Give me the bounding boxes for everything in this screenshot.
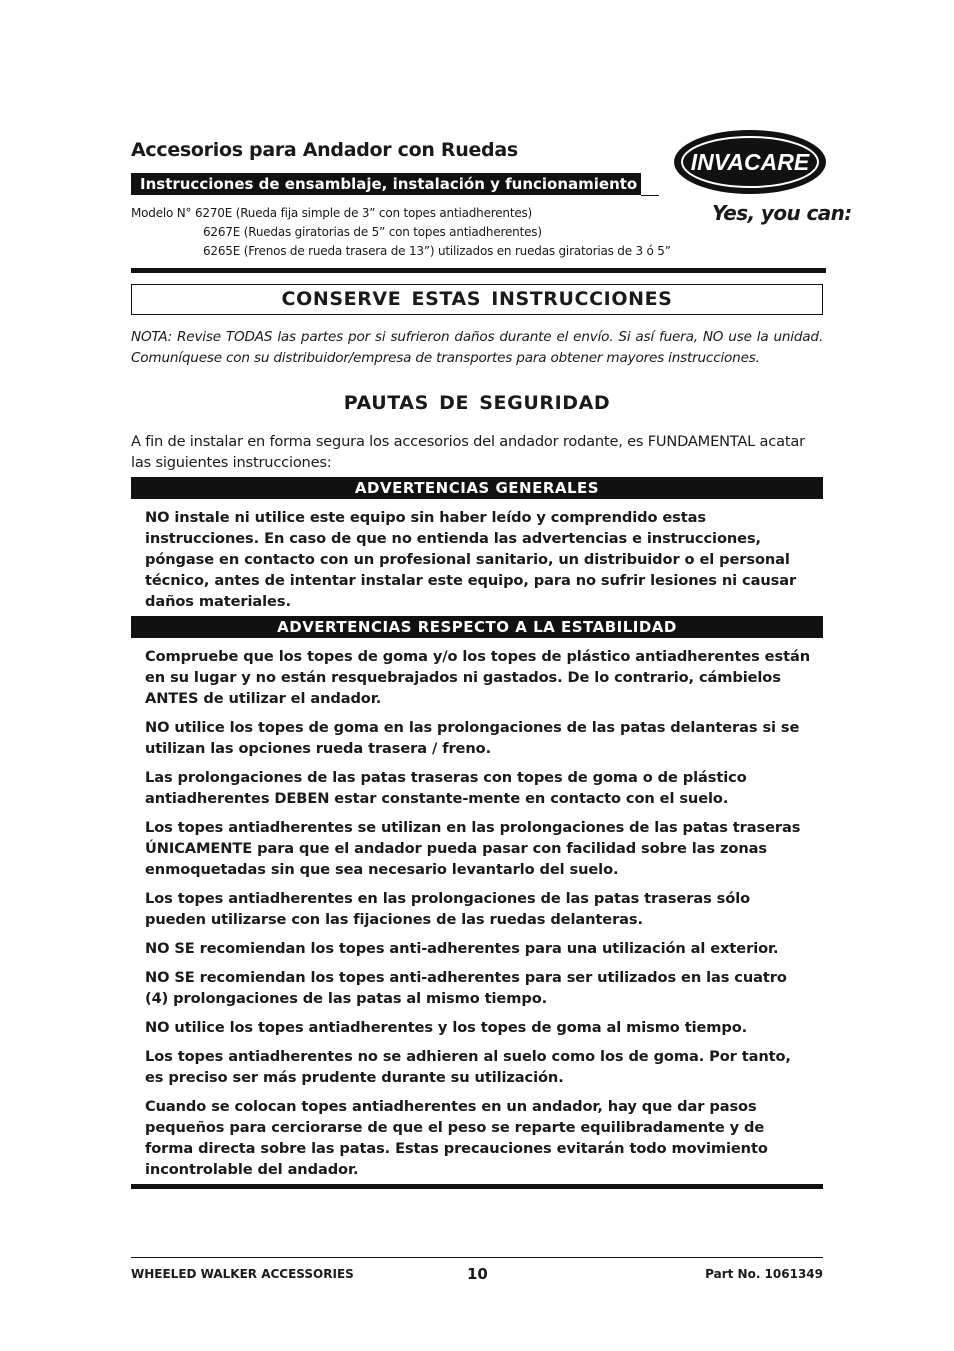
top-rule xyxy=(131,268,826,273)
model-line-2: 6267E (Ruedas giratorias de 5” con topes antiadherentes) xyxy=(203,225,542,239)
warning-item: NO SE recomiendan los topes anti-adherentes para una utilización al exterior. xyxy=(145,940,779,957)
safety-heading: PAUTAS DE SEGURIDAD xyxy=(343,392,611,414)
bottom-rule xyxy=(131,1184,823,1189)
logo-wordmark: INVACARE xyxy=(690,149,810,175)
page-number: 10 xyxy=(467,1265,488,1283)
warning-item: Los topes antiadherentes no se adhieren al suelo como los de goma. Por tanto, es preciso ser más prudente durante su utilización. xyxy=(145,1048,791,1086)
footer-rule xyxy=(131,1257,823,1258)
conserve-heading: CONSERVE ESTAS INSTRUCCIONES xyxy=(131,284,823,315)
warning-item: Los topes antiadherentes en las prolongaciones de las patas traseras sólo pueden utilizarse con las fijaciones de las ruedas delanteras. xyxy=(145,890,751,928)
note-paragraph: NOTA: Revise TODAS las partes por si sufrieron daños durante el envío. Si así fuera, NO use la unidad. Comuníquese con su distribuidor/empresa de transportes para obtener mayores instrucciones. xyxy=(131,329,823,366)
model-line-1: Modelo N° 6270E (Rueda fija simple de 3” con topes antiadherentes) xyxy=(131,206,533,220)
stability-warnings-heading: ADVERTENCIAS RESPECTO A LA ESTABILIDAD xyxy=(131,616,823,638)
document-title: Accesorios para Andador con Ruedas xyxy=(131,139,518,161)
footer-product-name: WHEELED WALKER ACCESSORIES xyxy=(131,1267,354,1281)
footer-part-number: Part No. 1061349 xyxy=(705,1267,823,1281)
warning-item: Las prolongaciones de las patas traseras con topes de goma o de plástico antiadherentes DEBEN estar constante-mente en contacto con el suelo. xyxy=(145,769,747,807)
general-warning-text: NO instale ni utilice este equipo sin haber leído y comprendido estas instrucciones. En caso de que no entienda las advertencias e instrucciones, póngase en contacto con un profesional sanitario, un distribuidor o el personal técnico, antes de intentar instalar este equipo, para no sufrir lesiones ni causar daños materiales. xyxy=(145,509,797,610)
invacare-logo xyxy=(672,128,828,196)
warning-item: Cuando se colocan topes antiadherentes en un andador, hay que dar pasos pequeños para cerciorarse de que el peso se reparte equilibradamente y de forma directa sobre las patas. Estas precauciones evitarán todo movimiento incontrolable del andador. xyxy=(145,1098,768,1178)
warning-item: Los topes antiadherentes se utilizan en las prolongaciones de las patas traseras ÚNICAMENTE para que el andador pueda pasar con facilidad sobre las zonas enmoquetadas sin que sea necesario levantarlo del suelo. xyxy=(145,819,801,878)
model-line-3: 6265E (Frenos de rueda trasera de 13”) utilizados en ruedas giratorias de 3 ó 5” xyxy=(203,244,671,258)
general-warnings-heading: ADVERTENCIAS GENERALES xyxy=(131,477,823,499)
subtitle-bar: Instrucciones de ensamblaje, instalación y funcionamiento xyxy=(131,173,641,195)
warning-item: NO utilice los topes antiadherentes y los topes de goma al mismo tiempo. xyxy=(145,1019,748,1036)
intro-paragraph: A fin de instalar en forma segura los accesorios del andador rodante, es FUNDAMENTAL acatar las siguientes instrucciones: xyxy=(131,433,805,471)
warning-item: NO utilice los topes de goma en las prolongaciones de las patas delanteras si se utilizan las opciones rueda trasera / freno. xyxy=(145,719,800,757)
subtitle-rule xyxy=(641,195,659,196)
stability-warnings-list xyxy=(145,646,810,1188)
warning-item: Compruebe que los topes de goma y/o los topes de plástico antiadherentes están en su lugar y no están resquebrajados ni gastados. De lo contrario, cámbielos ANTES de utilizar el andador. xyxy=(145,648,810,707)
warning-item: NO SE recomiendan los topes anti-adherentes para ser utilizados en las cuatro (4) prolongaciones de las patas al mismo tiempo. xyxy=(145,969,787,1007)
tagline: Yes, you can: xyxy=(712,201,852,225)
